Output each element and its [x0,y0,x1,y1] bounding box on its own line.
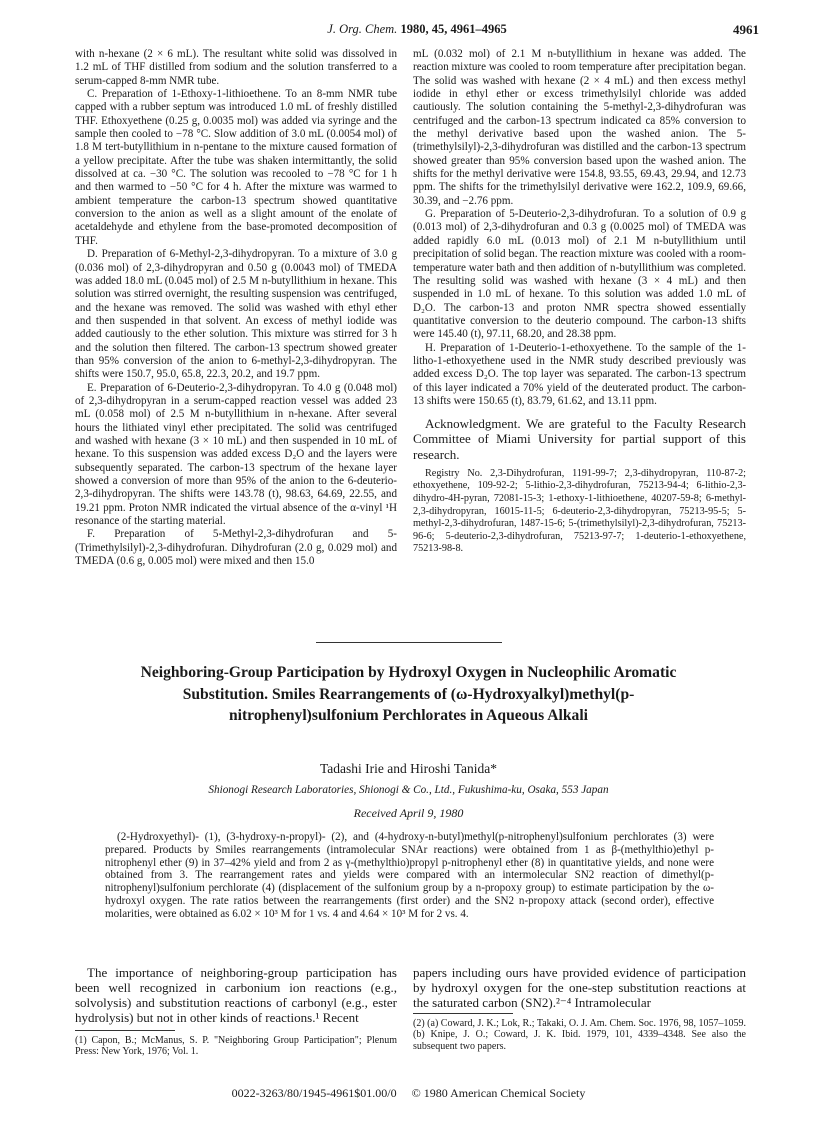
journal-name: J. Org. Chem. [327,22,398,36]
running-header [75,22,759,40]
paragraph: with n-hexane (2 × 6 mL). The resultant white solid was dissolved in 1.2 mL of THF distilled from sodium and the solution transferred to a serum-capped 8-mm NMR tube. [75,48,397,87]
received-date: Received April 9, 1980 [353,806,464,820]
page-number: 4961 [733,22,759,37]
footnote-divider [413,1013,513,1014]
paragraph: G. Preparation of 5-Deuterio-2,3-dihydrofuran. To a solution of 0.9 g (0.013 mol) of 2,3-dihydrofuran and 0.3 g (0.0025 mol) of TMEDA was added rapidly 6.0 mL (0.013 mol) of 2.1 M n-butyllithium until precipitation of solid began. The reaction mixture was cooled with a room-temperature water bath and then addition of n-butyllithium was completed. The resulting solid was washed with hexane (3 × 4 mL) and then suspended in 1.0 mL of hexane. To this solution was added 1.0 mL of D₂O. The carbon-13 and proton NMR spectra showed essentially quantitative conversion to the deuterio compound. The carbon-13 shifts were 145.40 (t), 97.11, 68.20, and 28.38 ppm. [413,208,746,341]
right-column [413,48,746,556]
paragraph: D. Preparation of 6-Methyl-2,3-dihydropyran. To a mixture of 3.0 g (0.036 mol) of 2,3-dihydropyran and 0.50 g (0.0043 mol) of TMEDA was added 18.0 mL (0.045 mol) of 2.5 M n-butyllithium in hexane. This solution was stirred overnight, the resulting suspension was centrifuged, and the hexane was removed. The solid was washed with ethyl ether and then suspended in that solvent. An excess of methyl iodide was added cautiously to the ether solution. This mixture was stirred for 3 h and the solution then filtered. The carbon-13 spectrum showed greater than 95% conversion of the anion to 6-methyl-2,3-dihydropyran. The shifts were 150.7, 95.0, 65.8, 22.3, 20.2, and 19.7 ppm. [75,248,397,381]
footnote-left: (1) Capon, B.; McManus, S. P. "Neighboring Group Participation"; Plenum Press: New York, 1976; Vol. 1. [75,1035,397,1058]
paragraph: H. Preparation of 1-Deuterio-1-ethoxyethene. To the sample of the 1-litho-1-ethoxyethene used in the NMR study described previously was added excess D₂O. The top layer was separated. The carbon-13 spectrum of this layer indicated a 70% yield of the deuterated product. The carbon-13 shifts were 150.65 (t), 83.79, 61.62, and 13.11 ppm. [413,341,746,407]
abstract: (2-Hydroxyethyl)- (1), (3-hydroxy-n-propyl)- (2), and (4-hydroxy-n-butyl)methyl(p-nitrophenyl)sulfonium perchlorates (3) were prepared. Products by Smiles rearrangements (intramolecular SNAr reactions) were obtained from 1 as β-(methylthio)ethyl p-nitrophenyl ether (9) in 37–42% yield and from 2 as γ-(methylthio)propyl p-nitrophenyl ether (8) in quantitative yields, and none were obtained from 3. The rearrangement rates and yields were compared with an intermolecular SN2 reaction of dimethyl(p-nitrophenyl)sulfonium perchlorate (4) (displacement of the sulfonium group by a n-propoxy group) to estimate participation by the ω-hydroxyl oxygen. The rate ratios between the rearrangements (first order) and the SN2 n-propoxy attack (second order), effective molarities, were obtained as 6.02 × 10³ M for 1 vs. 4 and 4.64 × 10³ M for 2 vs. 4. [105,831,714,920]
registry-numbers: Registry No. 2,3-Dihydrofuran, 1191-99-7; 2,3-dihydropyran, 110-87-2; ethoxyethene, 109-92-2; 5-lithio-2,3-dihydrofuran, 75213-94-4; 6-lithio-2,3-dihydro-4H-pyran, 72081-15-3; 1-ethoxy-1-lithioethene, 40207-59-8; 6-methyl-2,3-dihydropyran, 16015-11-5; 6-deuterio-2,3-dihydropyran, 75213-95-5; 5-methyl-2,3-dihydrofuran, 1487-15-6; 5-(trimethylsilyl)-2,3-dihydrofuran, 75213-96-6; 5-deuterio-2,3-dihydrofuran, 75213-97-7; 1-deuterio-1-ethoxyethene, 75213-98-8. [413,467,746,555]
article-code: 0022-3263/80/1945-4961$01.00/0 [231,1086,397,1100]
section-divider [316,642,502,643]
footnote-right: (2) (a) Coward, J. K.; Lok, R.; Takaki, O. J. Am. Chem. Soc. 1976, 98, 1057–1059. (b) Knipe, J. O.; Coward, J. K. Ibid. 1979, 101, 4339–4348. See also the subsequent two papers. [413,1018,746,1052]
paragraph: E. Preparation of 6-Deuterio-2,3-dihydropyran. To 4.0 g (0.048 mol) of 2,3-dihydropyran in a serum-capped reaction vessel was added 23 mL (0.058 mol) of 2.5 M n-butyllithium in n-hexane. After several hours the lithiated vinyl ether precipitated. The solid was centrifuged and washed with hexane (3 × 10 mL) and then suspended in 10 mL of hexane. To this suspension was added excess D₂O and the layers were subsequently separated. The carbon-13 spectrum of the hexane layer showed a conversion of more than 95% of the anion to the 6-deuterio-2,3-dihydropyran. The shifts were 143.78 (t), 98.63, 64.69, 22.55, and 19.21 ppm. Proton NMR indicated the virtual absence of the α-vinyl ¹H resonance of the starting material. [75,381,397,528]
intro-left: The importance of neighboring-group participation has been well recognized in carbonium ion reactions (e.g., solvolysis) and substitution reactions of carbonyl (e.g., ester hydrolysis) but not in other kinds of reactions.¹ Recent [75,965,397,1025]
journal-year-volume: 1980, 45, 4961–4965 [400,22,507,36]
paragraph: F. Preparation of 5-Methyl-2,3-dihydrofuran and 5-(Trimethylsilyl)-2,3-dihydrofuran. Dihydrofuran (2.0 g, 0.029 mol) and TMEDA (0.6 g, 0.005 mol) were mixed and then 15.0 [75,528,397,568]
page-footer [75,1086,742,1101]
paragraph: mL (0.032 mol) of 2.1 M n-butyllithium in hexane was added. The reaction mixture was cooled to room temperature after precipitation began. The solid was washed with hexane (2 × 4 mL) and then excess methyl iodide in ethyl ether or excess trimethylsilyl chloride was added cautiously. The solution containing the 5-methyl-2,3-dihydrofuran was centrifuged and the carbon-13 spectrum indicated ca 85% conversion to the methyl derivative based upon the washed anion. The 5-(trimethylsilyl)-2,3-dihydrofuran was distilled and the carbon-13 spectrum showed greater than 95% conversion based upon the washed anion. The shifts for the methyl derivative were 154.8, 93.55, 69.43, 29.94, and 12.73 ppm. The shifts for the trimethylsilyl derivative were 162.2, 109.9, 69.66, 30.39, and −2.76 ppm. [413,48,746,207]
journal-citation [75,22,759,37]
article-authors: Tadashi Irie and Hiroshi Tanida* [319,761,498,776]
article-title: Neighboring-Group Participation by Hydroxyl Oxygen in Nucleophilic Aromatic Substitution. Smiles Rearrangements of (ω-Hydroxyalkyl)methyl(p-nitrophenyl)sulfonium Perchlorates in Aqueous Alkali [140,664,677,724]
copyright-notice: © 1980 American Chemical Society [411,1086,586,1100]
left-column [75,48,397,568]
author-affiliation: Shionogi Research Laboratories, Shionogi & Co., Ltd., Fukushima-ku, Osaka, 553 Japan [208,784,609,796]
paragraph: C. Preparation of 1-Ethoxy-1-lithioethene. To an 8-mm NMR tube capped with a rubber septum was introduced 1.0 mL of freshly distilled THF. Ethoxyethene (0.25 g, 0.0035 mol) was added via syringe and the sample then cooled to −78 °C. Slow addition of 3.0 mL (0.0054 mol) of 1.8 M tert-butyllithium in n-pentane to the mixture caused formation of a yellow precipitate. After the tube was shaken intermittantly, the solid dissolved at ca. −30 °C. The solution was recooled to −78 °C for 1 h and then warmed to −50 °C for 4 h. After the mixture was warmed to ambient temperature the carbon-13 spectrum showed quantitative conversion to the anion as well as a slight amount of the enolate of acetaldehyde and ethylene from the base-promoted decomposition of THF. [75,88,397,247]
acknowledgment: Acknowledgment. We are grateful to the Faculty Research Committee of Miami University for partial support of this research. [413,416,746,462]
intro-right: papers including ours have provided evidence of participation by hydroxyl oxygen for the one-step substitution reactions at the saturated carbon (SN2).²⁻⁴ Intramolecular [413,965,746,1010]
footnote-divider [75,1030,175,1031]
